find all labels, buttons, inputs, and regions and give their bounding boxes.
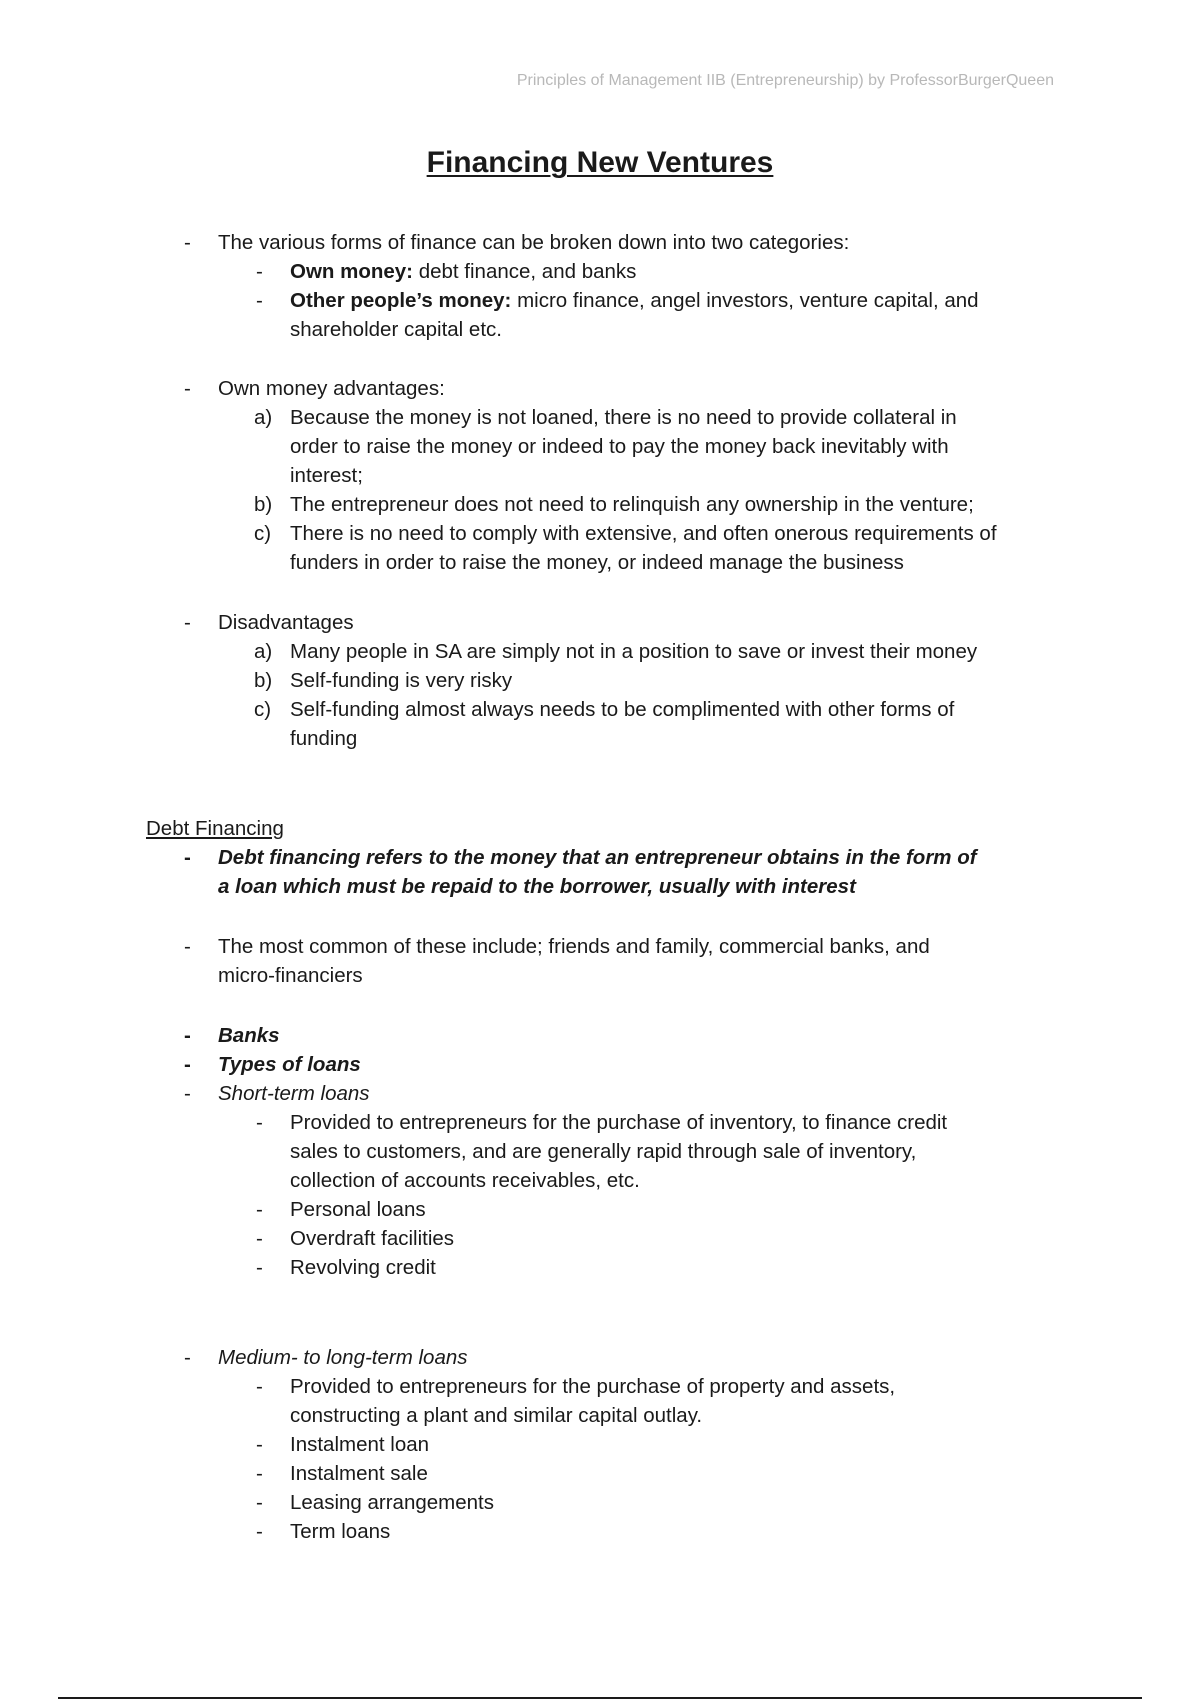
short-term-desc-line2: sales to customers, and are generally rapid through sale of inventory, [290, 1140, 917, 1163]
debt-financing-heading: Debt Financing [146, 817, 284, 840]
disadvantage-c-line1: Self-funding almost always needs to be complimented with other forms of [290, 698, 955, 721]
list-marker-a: a) [254, 406, 273, 429]
page-title-text: Financing New Ventures [426, 146, 774, 179]
advantage-a-line3: interest; [290, 464, 363, 487]
bullet-dash: - [184, 1053, 191, 1076]
bullet-dash: - [184, 377, 191, 400]
bullet-dash: - [184, 846, 191, 869]
bullet-dash: - [184, 1346, 191, 1369]
short-term-item: Revolving credit [290, 1256, 436, 1279]
list-marker-c: c) [254, 698, 272, 721]
own-money-item [290, 257, 636, 286]
short-term-item: Overdraft facilities [290, 1227, 455, 1250]
debt-common-line2: micro-financiers [218, 964, 363, 987]
own-money-label: Own money: [290, 260, 414, 283]
header-note: Principles of Management IIB (Entrepreneurship) by ProfessorBurgerQueen [516, 72, 1054, 89]
sub-bullet-dash: - [256, 1462, 263, 1485]
types-of-loans-heading: Types of loans [218, 1053, 361, 1076]
medium-term-desc-line1: Provided to entrepreneurs for the purchase of property and assets, [290, 1375, 896, 1398]
short-term-desc-line1: Provided to entrepreneurs for the purchase of inventory, to finance credit [290, 1111, 948, 1134]
short-term-heading: Short-term loans [218, 1082, 370, 1105]
advantage-b-line1: The entrepreneur does not need to relinquish any ownership in the venture; [290, 493, 974, 516]
advantages-heading: Own money advantages: [218, 377, 445, 400]
list-marker-b: b) [254, 669, 273, 692]
sub-bullet-dash: - [256, 1198, 263, 1221]
advantage-c-line2: funders in order to raise the money, or indeed manage the business [290, 551, 904, 574]
sub-bullet-dash: - [256, 1256, 263, 1279]
list-marker-c: c) [254, 522, 272, 545]
other-money-text: micro finance, angel investors, venture capital, and [511, 289, 979, 312]
list-marker-a: a) [254, 640, 273, 663]
other-money-label: Other people’s money: [290, 289, 512, 312]
footer-rule [58, 1697, 1142, 1699]
disadvantage-a-line1: Many people in SA are simply not in a position to save or invest their money [290, 640, 978, 663]
sub-bullet-dash: - [256, 1433, 263, 1456]
bullet-dash: - [184, 231, 191, 254]
sub-bullet-dash: - [256, 1227, 263, 1250]
sub-bullet-dash: - [256, 1520, 263, 1543]
advantage-c-line1: There is no need to comply with extensive, and often onerous requirements of [290, 522, 997, 545]
banks-heading: Banks [218, 1024, 280, 1047]
bullet-dash: - [184, 935, 191, 958]
debt-common-line1: The most common of these include; friends and family, commercial banks, and [218, 935, 930, 958]
debt-definition-line2: a loan which must be repaid to the borrower, usually with interest [218, 875, 856, 898]
medium-term-item: Term loans [290, 1520, 391, 1543]
medium-term-desc-line2: constructing a plant and similar capital outlay. [290, 1404, 703, 1427]
sub-bullet-dash: - [256, 1111, 263, 1134]
sub-bullet-dash: - [256, 1375, 263, 1398]
medium-term-item: Instalment sale [290, 1462, 428, 1485]
bullet-dash: - [184, 1024, 191, 1047]
short-term-desc-line3: collection of accounts receivables, etc. [290, 1169, 640, 1192]
advantage-a-line1: Because the money is not loaned, there is no need to provide collateral in [290, 406, 957, 429]
own-money-text: debt finance, and banks [413, 260, 637, 283]
bullet-dash: - [184, 1082, 191, 1105]
page-title [0, 146, 1200, 180]
medium-term-item: Instalment loan [290, 1433, 430, 1456]
disadvantage-b-line1: Self-funding is very risky [290, 669, 513, 692]
debt-definition-line1: Debt financing refers to the money that an entrepreneur obtains in the form of [218, 846, 977, 869]
advantage-a-line2: order to raise the money or indeed to pay the money back inevitably with [290, 435, 949, 458]
other-money-item [290, 286, 979, 315]
medium-term-heading: Medium- to long-term loans [218, 1346, 468, 1369]
sub-bullet-dash: - [256, 260, 263, 283]
list-marker-b: b) [254, 493, 273, 516]
short-term-item: Personal loans [290, 1198, 426, 1221]
sub-bullet-dash: - [256, 289, 263, 312]
intro-line: The various forms of finance can be broken down into two categories: [218, 231, 850, 254]
medium-term-item: Leasing arrangements [290, 1491, 494, 1514]
sub-bullet-dash: - [256, 1491, 263, 1514]
other-money-text-cont: shareholder capital etc. [290, 318, 502, 341]
disadvantages-heading: Disadvantages [218, 611, 354, 634]
bullet-dash: - [184, 611, 191, 634]
disadvantage-c-line2: funding [290, 727, 358, 750]
